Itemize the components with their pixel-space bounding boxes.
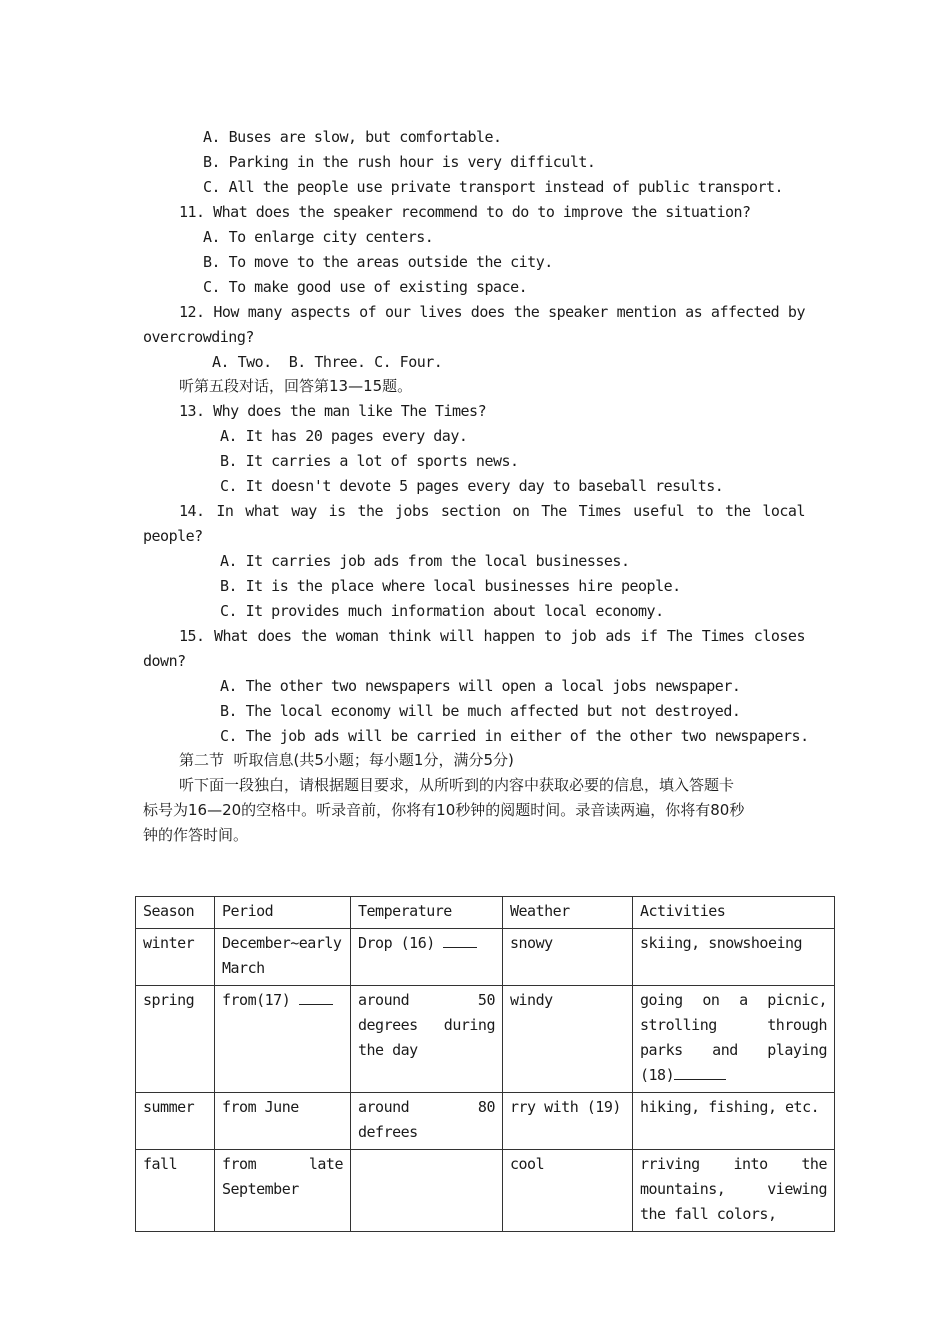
cell-weather: rry with (19) (503, 1093, 633, 1150)
cell-season: summer (136, 1093, 215, 1150)
cell-season: winter (136, 929, 215, 986)
cell-activities: skiing, snowshoeing (633, 929, 835, 986)
cell-activities: rriving into the mountains, viewing the fall colors, (633, 1150, 835, 1232)
q10-option-c: C. All the people use private transport instead of public transport. (203, 178, 784, 196)
table-row (136, 986, 835, 1093)
q15-option-b: B. The local economy will be much affected but not destroyed. (220, 702, 741, 720)
answer-blank-18[interactable] (674, 1063, 726, 1080)
cell-activities: hiking, fishing, etc. (633, 1093, 835, 1150)
cell-temperature: around 50 degrees during the day (351, 986, 503, 1093)
q12-question-line2: overcrowding? (143, 328, 254, 346)
q11-option-c: C. To make good use of existing space. (203, 278, 528, 296)
answer-blank-16[interactable] (443, 931, 477, 948)
q11-option-a: A. To enlarge city centers. (203, 228, 434, 246)
q14-option-c: C. It provides much information about local economy. (220, 602, 664, 620)
temperature-text: Drop (16) (358, 934, 435, 952)
q14-option-b: B. It is the place where local businesses hire people. (220, 577, 681, 595)
table-row (136, 929, 835, 986)
header-period: Period (215, 897, 351, 929)
section2-title: 第二节 听取信息(共5小题；每小题1分，满分5分) (179, 751, 514, 769)
cell-activities (633, 986, 835, 1093)
q15-option-a: A. The other two newspapers will open a local jobs newspaper. (220, 677, 741, 695)
q10-option-b: B. Parking in the rush hour is very difficult. (203, 153, 596, 171)
table-row (136, 1150, 835, 1232)
q14-question-line1: 14. In what way is the jobs section on The Times useful to the local (179, 502, 805, 520)
table-header-row (136, 897, 835, 929)
cell-temperature: around 80 defrees (351, 1093, 503, 1150)
q10-option-a: A. Buses are slow, but comfortable. (203, 128, 502, 146)
header-temperature: Temperature (351, 897, 503, 929)
header-weather: Weather (503, 897, 633, 929)
q11-option-b: B. To move to the areas outside the city. (203, 253, 553, 271)
period-text: from(17) (222, 991, 291, 1009)
cell-temperature (351, 929, 503, 986)
cell-period (215, 929, 351, 986)
seasons-table (135, 896, 835, 1232)
q13-option-b: B. It carries a lot of sports news. (220, 452, 519, 470)
cell-weather: cool (503, 1150, 633, 1232)
q11-question: 11. What does the speaker recommend to do to improve the situation? (179, 203, 751, 221)
cell-period: from late September (215, 1150, 351, 1232)
cell-period: from June (215, 1093, 351, 1150)
dialogue5-instruction: 听第五段对话，回答第13—15题。 (179, 377, 413, 395)
q13-option-c: C. It doesn't devote 5 pages every day to baseball results. (220, 477, 724, 495)
cell-temperature (351, 1150, 503, 1232)
q15-question-line1: 15. What does the woman think will happen to job ads if The Times closes (179, 627, 805, 645)
cell-season: fall (136, 1150, 215, 1232)
cell-weather: snowy (503, 929, 633, 986)
q14-option-a: A. It carries job ads from the local businesses. (220, 552, 630, 570)
cell-period (215, 986, 351, 1093)
q12-question-line1: 12. How many aspects of our lives does the speaker mention as affected by (179, 303, 805, 321)
period-text: December~early March (222, 934, 342, 977)
table-row (136, 1093, 835, 1150)
cell-weather: windy (503, 986, 633, 1093)
section2-instruction-line2: 标号为16—20的空格中。听录音前，你将有10秒钟的阅题时间。录音读两遍，你将有80秒 (143, 801, 745, 819)
header-season: Season (136, 897, 215, 929)
q15-question-line2: down? (143, 652, 186, 670)
answer-blank-17[interactable] (299, 988, 333, 1005)
cell-season: spring (136, 986, 215, 1093)
section2-instruction-line1: 听下面一段独白，请根据题目要求，从所听到的内容中获取必要的信息，填入答题卡 (179, 776, 735, 794)
activities-text: going on a picnic, strolling through parks and playing (18) (640, 991, 827, 1084)
section2-instruction-line3: 钟的作答时间。 (143, 826, 249, 844)
q15-option-c: C. The job ads will be carried in either of the other two newspapers. (220, 727, 809, 745)
q13-option-a: A. It has 20 pages every day. (220, 427, 468, 445)
q14-question-line2: people? (143, 527, 203, 545)
header-activities: Activities (633, 897, 835, 929)
q12-options: A. Two. B. Three. C. Four. (212, 353, 443, 371)
q13-question: 13. Why does the man like The Times? (179, 402, 487, 420)
